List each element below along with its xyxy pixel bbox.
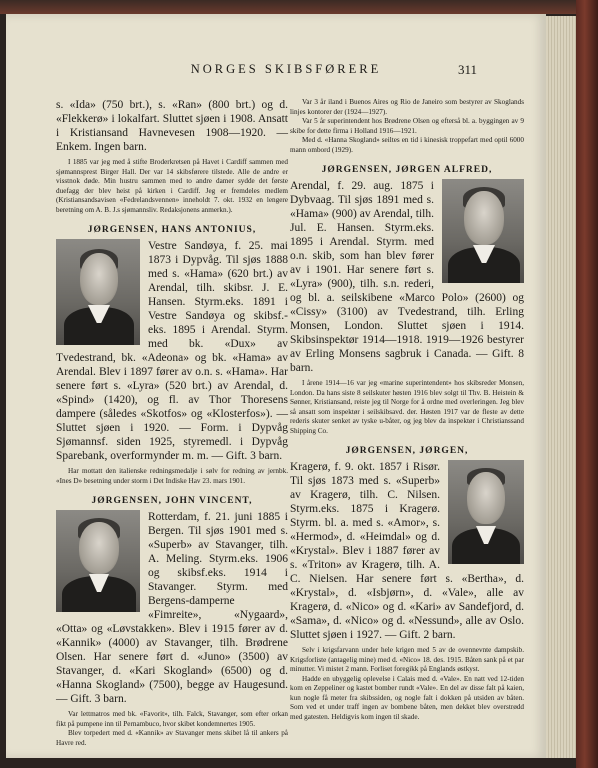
continued-entry-body: s. «Ida» (750 brt.), s. «Ran» (800 brt.) og d. «Flekkerø» i lokalfart. Sluttet sjøen i 1908. Ansatt i Kristiansand Havnevesen 1908—1920. — Enkem. Ingen barn.: [56, 99, 288, 153]
entry-body-jorgen-alfred: Arendal, f. 29. aug. 1875 i Dybvaag. Til sjøs 1891 med s. «Hama» (900) av Arendal, tilh. Jul. E. Hansen. Styrm.eks. 1895 i Arendal. Styrm. med o.n. skib, som han blev fører av i 1901. Har senere ført s. «Lyra» (900), tilh. s.n. rederi, og bl. a. seilskibene «Marco Polo» (2600) og «Cissy» (3100) av Tvedestrand, tilh. Erling Monsen, London. Sluttet sjøen i 1914. Skibsinspektør 1914—1918. 1919—1926 bestyrer av Erling Monsens sagbruk i Canada. — Gift. 8 barn.: [290, 180, 524, 374]
portrait-photo-hans-antonius: [56, 239, 140, 345]
page-number: 311: [458, 62, 478, 77]
portrait-photo-john-vincent: [56, 510, 140, 612]
entry-heading-john-vincent: JØRGENSEN, JOHN VINCENT,: [91, 496, 253, 506]
book-page: [6, 14, 546, 758]
entry-heading-jorgen-alfred: JØRGENSEN, JØRGEN ALFRED,: [321, 165, 493, 175]
continued-note-3: Med d. «Hanna Skogland» seiltes en tid i kinesisk troppefart med optil 6000 mann ombord (1929).: [290, 136, 524, 154]
entry-note-hans-antonius: Har mottatt den italienske redningsmedalje i sølv for redning av jernbk. «Ines D» besetning under storm i Det Indiske Hav 23. mars 1901.: [56, 467, 288, 485]
entry-heading-hans-antonius: JØRGENSEN, HANS ANTONIUS,: [87, 225, 257, 235]
entry-note-john-vincent-1: Var lettmatros med bk. «Favorit», tilh. Falck, Stavanger, som efter orkan fikt på pumpene inn til Pernambuco, hvor skibet kondemnertes 1905.: [56, 710, 288, 728]
left-column: [56, 98, 288, 748]
entry-heading-jorgen: JØRGENSEN, JØRGEN,: [345, 446, 469, 456]
entry-body-jorgen: Kragerø, f. 9. okt. 1857 i Risør. Til sjøs 1873 med s. «Superb» av Kragerø, tilh. C. Nilsen. Styrm.eks. 1875 i Kragerø. Styrm. bl. a. med s. «Amor», s. «Hermod», d. «Heimdal» og d. «Krystal». Blev i 1887 fører av s. «Triton» av Kragerø, tilh. A. C. Nielsen. Har senere ført s. «Bertha», d. «Krystal», d. «Isbjørn», d. «Vale», alle av Kragerø, d. «Nico» og d. «Kari» av Sandefjord, d. «Sama», d. «Nico» og d. «Nessund», alle av Oslo. Sluttet sjøen i 1927. — Gift. 2 barn.: [290, 461, 524, 641]
entry-body-john-vincent: Rotterdam, f. 21. juni 1885 i Bergen. Til sjøs 1901 med s. «Superb» av Stavanger, tilh. A. Meling. Styrm.eks. 1906 og skibsf.eks. 1914 i Stavanger. Styrm. med Bergens-damperne «Fimreite», «Nygaard», «Otta» og «Løvstakken». Blev i 1915 fører av d. «Kannik» (4000) av Stavanger, tilh. Brødrene Olsen. Har senere ført d. «Juno» (3500) av Stavanger, d. «Kari Skogland» (6500) og d. «Hanna Skogland» (7500), begge av Haugesund. — Gift. 3 barn.: [56, 511, 288, 705]
entry-note-john-vincent-2: Blev torpedert med d. «Kannik» av Stavanger mens skibet lå til ankers på Havre red.: [56, 729, 288, 747]
continued-note-1: Var 3 år iland i Buenos Aires og Rio de Janeiro som bestyrer av Skoglands linjes kontorer der (1924—1927).: [290, 98, 524, 116]
portrait-photo-jorgen: [448, 460, 524, 564]
entry-body-hans-antonius: Vestre Sandøya, f. 25. mai 1873 i Dypvåg. Til sjøs 1888 med s. «Hama» (620 brt.) av Arendal, tilh. skibsr. J. E. Hansen. Styrm.eks. 1891 i Vestre Sandøya og skibsf.-eks. 1895 i Arendal. Styrm. med bk. «Dux» av Tvedestrand, bk. «Adeona» og bk. «Hama» av Arendal. Blev i 1897 fører av o.n. s. «Hama». Har senere ført s. «Lyra» (520 brt.) av Arendal, d. «Spind» (1420), og fl. av Thor Thoresens dampere (således «Skotfos» og «Klosterfos»). — Sluttet sjøen i 1920. — Form. i Dypvåg Sjømannsf. siden 1925, styremedl. i Dypvåg Sparebank, overformynder m. m. — Gift. 3 barn.: [56, 240, 288, 462]
entry-note-jorgen-2: Hadde en ubyggelig oplevelse i Calais med d. «Vale». En natt ved 12-tiden kom en Zeppeliner og kastet bomber rundt «Vale». En del av disse falt på kaien, kun nogle få meter fra skibssiden, og nogle falt i dokken på utsiden av båten. Som ved et under traff ingen av bombene båten, men dekket blev overstrødd med gatesten. Heldigvis kom ingen til skade.: [290, 674, 524, 721]
book-cover-edge-right: [576, 0, 598, 768]
continued-note-2: Var 5 år superintendent hos Brødrene Olsen og efterså bl. a. byggingen av 9 skibe for dette firma i Holland 1916—1921.: [290, 117, 524, 135]
book-cover-edge-top: [0, 0, 598, 14]
entry-note-jorgen-1: Selv i krigsfarvann under hele krigen med 5 av de ovennevnte dampskib. Krigsforliste (antagelig mine) med d. «Nico» 18. des. 1915. Båten sank på et par minutter. Vi mistet 2 mann. Forliset foregikk på Englands østkyst.: [290, 646, 524, 673]
running-head: NORGES SKIBSFØRERE: [190, 62, 382, 76]
right-column: [290, 98, 524, 722]
entry-note-jorgen-alfred: I årene 1914—16 var jeg «marine superintendent» hos skibsreder Monsen, London. Da hans siste 8 seilskuter høsten 1916 blev solgt til Thv. B. Heistein & Sønner, Kristiansand, reiste jeg til Norge for å ordne med overleringen. Jeg blev så ansatt som inspektør i seilskibsavd. der. Høsten 1917 var de fleste av dette rederis skuter senket av tyske u-båter, og jeg blev da inspektør i Christianssand Shipping Co.: [290, 379, 524, 435]
portrait-photo-jorgen-alfred: [442, 179, 524, 283]
page-stack-edge: [546, 16, 576, 758]
continued-entry-note: I 1885 var jeg med å stifte Broderkretsen på Havet i Cardiff sammen med sjømannsprest Birger Hall. Der var 14 skibsførere tilstede. Alle de andre er visstnok døde. Min hustru sammen med to andre damer sydde det første duefagg der blev heist på kirken i Cardiff. Jeg er fremdeles medlem (Kristiansandsavisen «Fedrelandsvennen» inneholdt 7. okt. 1932 en lengere beretning om A. B. J.s sjømannsliv. Redaksjonens anmerkn.).: [56, 158, 288, 214]
page-header: [6, 62, 546, 82]
